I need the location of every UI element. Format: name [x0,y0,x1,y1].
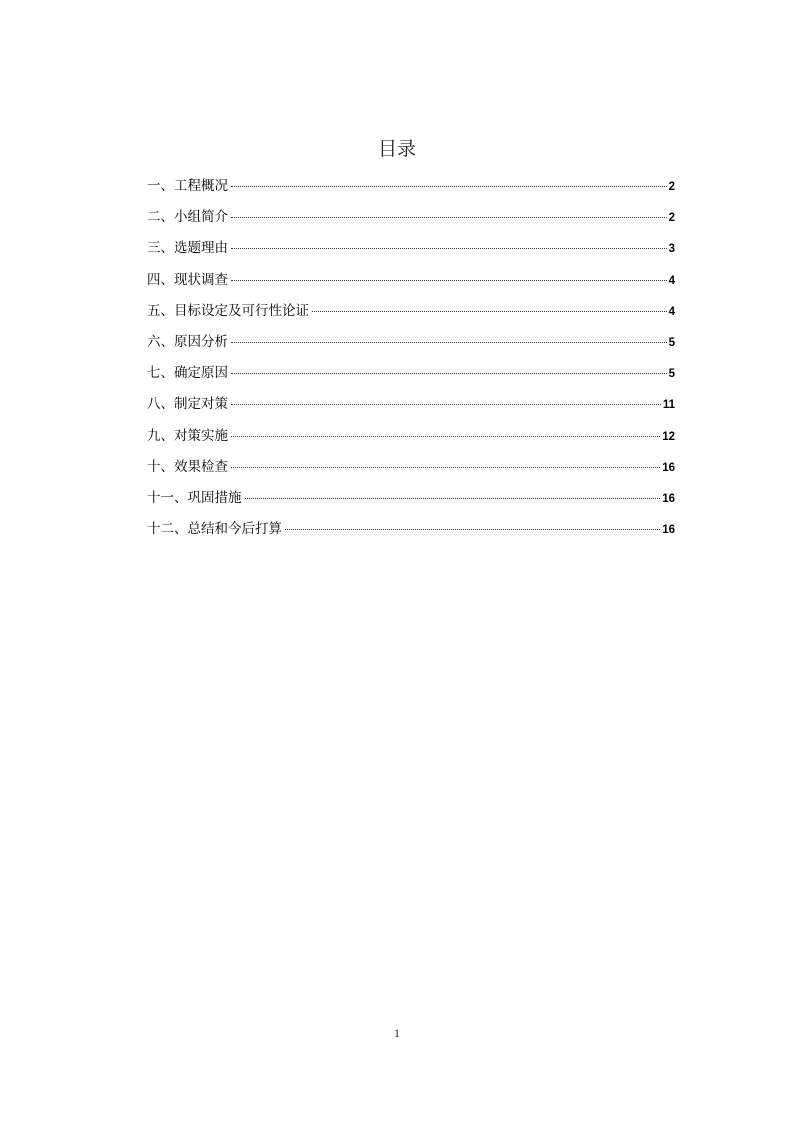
toc-entry-label: 七、确定原因 [147,365,228,382]
table-of-contents [147,173,675,547]
toc-dot-leader [285,529,660,530]
toc-entry-overview[interactable] [147,173,675,204]
toc-entry-page: 2 [668,181,675,193]
toc-entry-page: 5 [668,336,675,349]
toc-entry-confirm-cause[interactable] [147,360,675,391]
toc-entry-page: 2 [668,212,675,225]
toc-entry-page: 11 [662,399,675,412]
toc-entry-page: 3 [668,243,675,256]
page-title: 目录 [377,138,416,160]
toc-dot-leader [231,217,667,218]
toc-entry-page: 4 [668,305,675,318]
toc-entry-label: 九、对策实施 [147,427,228,444]
toc-entry-page: 16 [662,492,675,505]
toc-entry-label: 四、现状调查 [147,271,228,288]
toc-dot-leader [245,498,661,499]
toc-entry-label: 三、选题理由 [147,240,228,257]
page-number: 1 [394,1026,400,1040]
toc-entry-countermeasures[interactable] [147,391,675,422]
toc-dot-leader [231,342,667,343]
toc-entry-label: 八、制定对策 [147,396,228,413]
toc-entry-page: 16 [662,524,675,537]
toc-entry-label: 十、效果检查 [147,458,228,475]
toc-entry-page: 12 [662,430,675,443]
toc-entry-topic-reason[interactable] [147,235,675,266]
toc-entry-goal-setting[interactable] [147,298,675,329]
toc-entry-label: 五、目标设定及可行性论证 [147,302,309,319]
toc-entry-status-survey[interactable] [147,267,675,298]
toc-entry-label: 十二、总结和今后打算 [147,521,282,538]
toc-dot-leader [231,248,667,249]
toc-dot-leader [231,404,661,405]
toc-entry-page: 4 [668,274,675,287]
toc-entry-implementation[interactable] [147,423,675,454]
toc-entry-consolidation[interactable] [147,485,675,516]
toc-dot-leader [231,186,667,187]
toc-dot-leader [231,467,660,468]
toc-entry-summary-plans[interactable] [147,516,675,547]
toc-entry-label: 十一、巩固措施 [147,489,242,506]
toc-entry-page: 5 [668,368,675,381]
toc-entry-label: 一、工程概况 [147,178,228,194]
toc-entry-effect-check[interactable] [147,454,675,485]
toc-dot-leader [231,280,667,281]
toc-entry-label: 二、小组简介 [147,209,228,226]
toc-dot-leader [231,436,660,437]
toc-dot-leader [231,373,667,374]
toc-dot-leader [312,311,667,312]
toc-entry-cause-analysis[interactable] [147,329,675,360]
toc-entry-page: 16 [662,461,675,474]
toc-entry-label: 六、原因分析 [147,333,228,350]
toc-entry-team-intro[interactable] [147,204,675,235]
